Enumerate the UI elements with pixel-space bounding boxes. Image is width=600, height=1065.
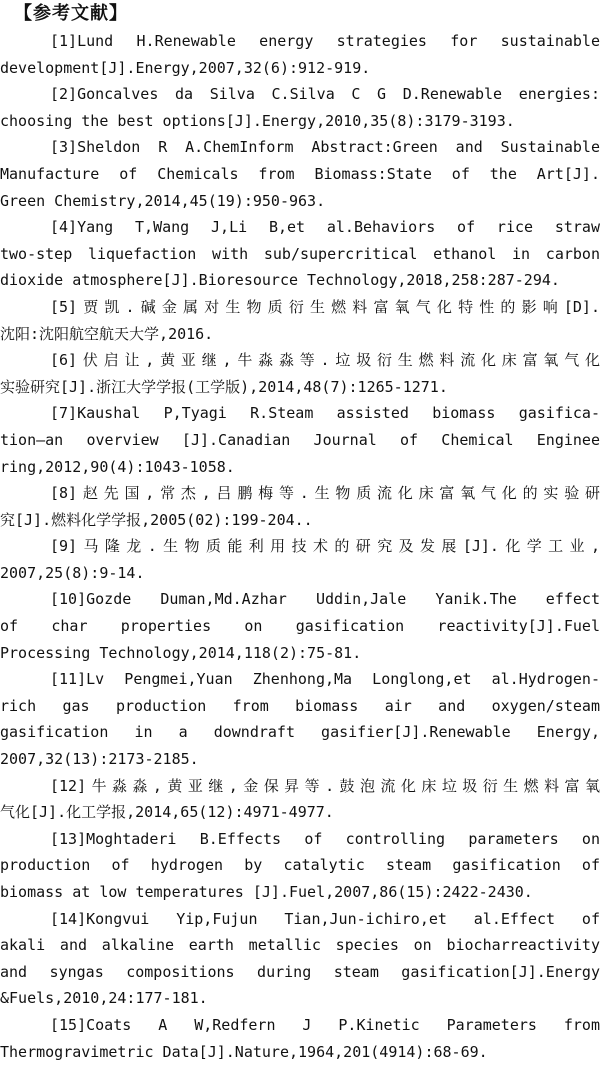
reference-line: rich gas production from biomass air and oxygen/steam <box>0 696 600 715</box>
reference-item-13 <box>0 826 600 906</box>
reference-item-5 <box>0 294 600 347</box>
reference-line: 2007,32(13):2173-2185. <box>0 750 199 769</box>
reference-item-8 <box>0 480 600 533</box>
reference-item-7 <box>0 400 600 480</box>
reference-line: &Fuels,2010,24:177-181. <box>0 989 208 1008</box>
reference-line: Thermogravimetric Data[J].Nature,1964,201(4914):68-69. <box>0 1042 488 1061</box>
reference-line: dioxide atmosphere[J].Bioresource Technology,2018,258:287-294. <box>0 271 560 290</box>
reference-item-12 <box>0 773 600 826</box>
reference-line: 2007,25(8):9-14. <box>0 563 145 582</box>
reference-item-9 <box>0 533 600 586</box>
reference-line: Manufacture of Chemicals from Biomass:State of the Art[J]. <box>0 164 600 183</box>
reference-item-1 <box>0 28 600 81</box>
reference-item-4 <box>0 214 600 294</box>
reference-line: [10]Gozde Duman,Md.Azhar Uddin,Jale Yanik.The effect <box>50 590 600 609</box>
reference-line: [9]马隆龙.生物质能利用技术的研究及发展[J].化学工业, <box>50 537 600 556</box>
reference-line: [3]Sheldon R A.ChemInform Abstract:Green and Sustainable <box>50 138 600 157</box>
reference-line: akali and alkaline earth metallic species on biocharreactivity <box>0 936 600 955</box>
reference-line: of char properties on gasification reactivity[J].Fuel <box>0 617 600 636</box>
reference-line: [1]Lund H.Renewable energy strategies for sustainable <box>50 32 600 50</box>
reference-line: [4]Yang T,Wang J,Li B,et al.Behaviors of rice straw <box>50 218 600 237</box>
reference-line: ring,2012,90(4):1043-1058. <box>0 457 235 476</box>
references-heading: 【参考文献】 <box>14 3 128 24</box>
reference-line: 沈阳:沈阳航空航天大学,2016. <box>0 324 214 343</box>
reference-line: 究[J].燃料化学学报,2005(02):199-204.. <box>0 510 313 529</box>
reference-line: [11]Lv Pengmei,Yuan Zhenhong,Ma Longlong,et al.Hydrogen- <box>50 670 600 689</box>
reference-line: tion—an overview [J].Canadian Journal of Chemical Enginee <box>0 430 600 449</box>
reference-line: development[J].Energy,2007,32(6):912-919. <box>0 58 371 77</box>
reference-item-11 <box>0 666 600 772</box>
reference-line: biomass at low temperatures [J].Fuel,2007,86(15):2422-2430. <box>0 883 533 901</box>
reference-line: [15]Coats A W,Redfern J P.Kinetic Parameters from <box>50 1015 600 1034</box>
reference-item-6 <box>0 347 600 400</box>
reference-line: [12]牛淼淼,黄亚继,金保昇等.鼓泡流化床垃圾衍生燃料富氧 <box>50 776 600 795</box>
reference-item-10 <box>0 586 600 666</box>
reference-line: [2]Goncalves da Silva C.Silva C G D.Renewable energies: <box>50 85 600 104</box>
reference-line: [6]伏启让,黄亚继,牛淼淼等.垃圾衍生燃料流化床富氧气化 <box>50 351 600 370</box>
reference-line: [7]Kaushal P,Tyagi R.Steam assisted biomass gasifica- <box>50 404 600 423</box>
reference-line: choosing the best options[J].Energy,2010,35(8):3179-3193. <box>0 111 515 130</box>
reference-line: two-step liquefaction with sub/supercritical ethanol in carbon <box>0 244 600 263</box>
reference-line: and syngas compositions during steam gasification[J].Energy <box>0 962 600 981</box>
reference-item-2 <box>0 81 600 134</box>
reference-item-14 <box>0 906 600 1012</box>
reference-line: Processing Technology,2014,118(2):75-81. <box>0 643 362 662</box>
reference-line: gasification in a downdraft gasifier[J].Renewable Energy, <box>0 723 600 742</box>
reference-line: [8]赵先国,常杰,吕鹏梅等.生物质流化床富氧气化的实验研 <box>50 484 600 503</box>
reference-line: [13]Moghtaderi B.Effects of controlling parameters on <box>50 829 600 848</box>
reference-line: production of hydrogen by catalytic steam gasification of <box>0 856 600 875</box>
reference-line: Green Chemistry,2014,45(19):950-963. <box>0 191 326 210</box>
reference-line: [14]Kongvui Yip,Fujun Tian,Jun-ichiro,et al.Effect of <box>50 909 600 928</box>
reference-list <box>0 28 600 1065</box>
reference-line: 气化[J].化工学报,2014,65(12):4971-4977. <box>0 803 334 822</box>
reference-line: 实验研究[J].浙江大学学报(工学版),2014,48(7):1265-1271. <box>0 377 448 396</box>
reference-item-3 <box>0 134 600 214</box>
reference-item-15 <box>0 1012 600 1065</box>
reference-line: [5]贾凯.碱金属对生物质衍生燃料富氧气化特性的影响[D]. <box>50 297 600 316</box>
